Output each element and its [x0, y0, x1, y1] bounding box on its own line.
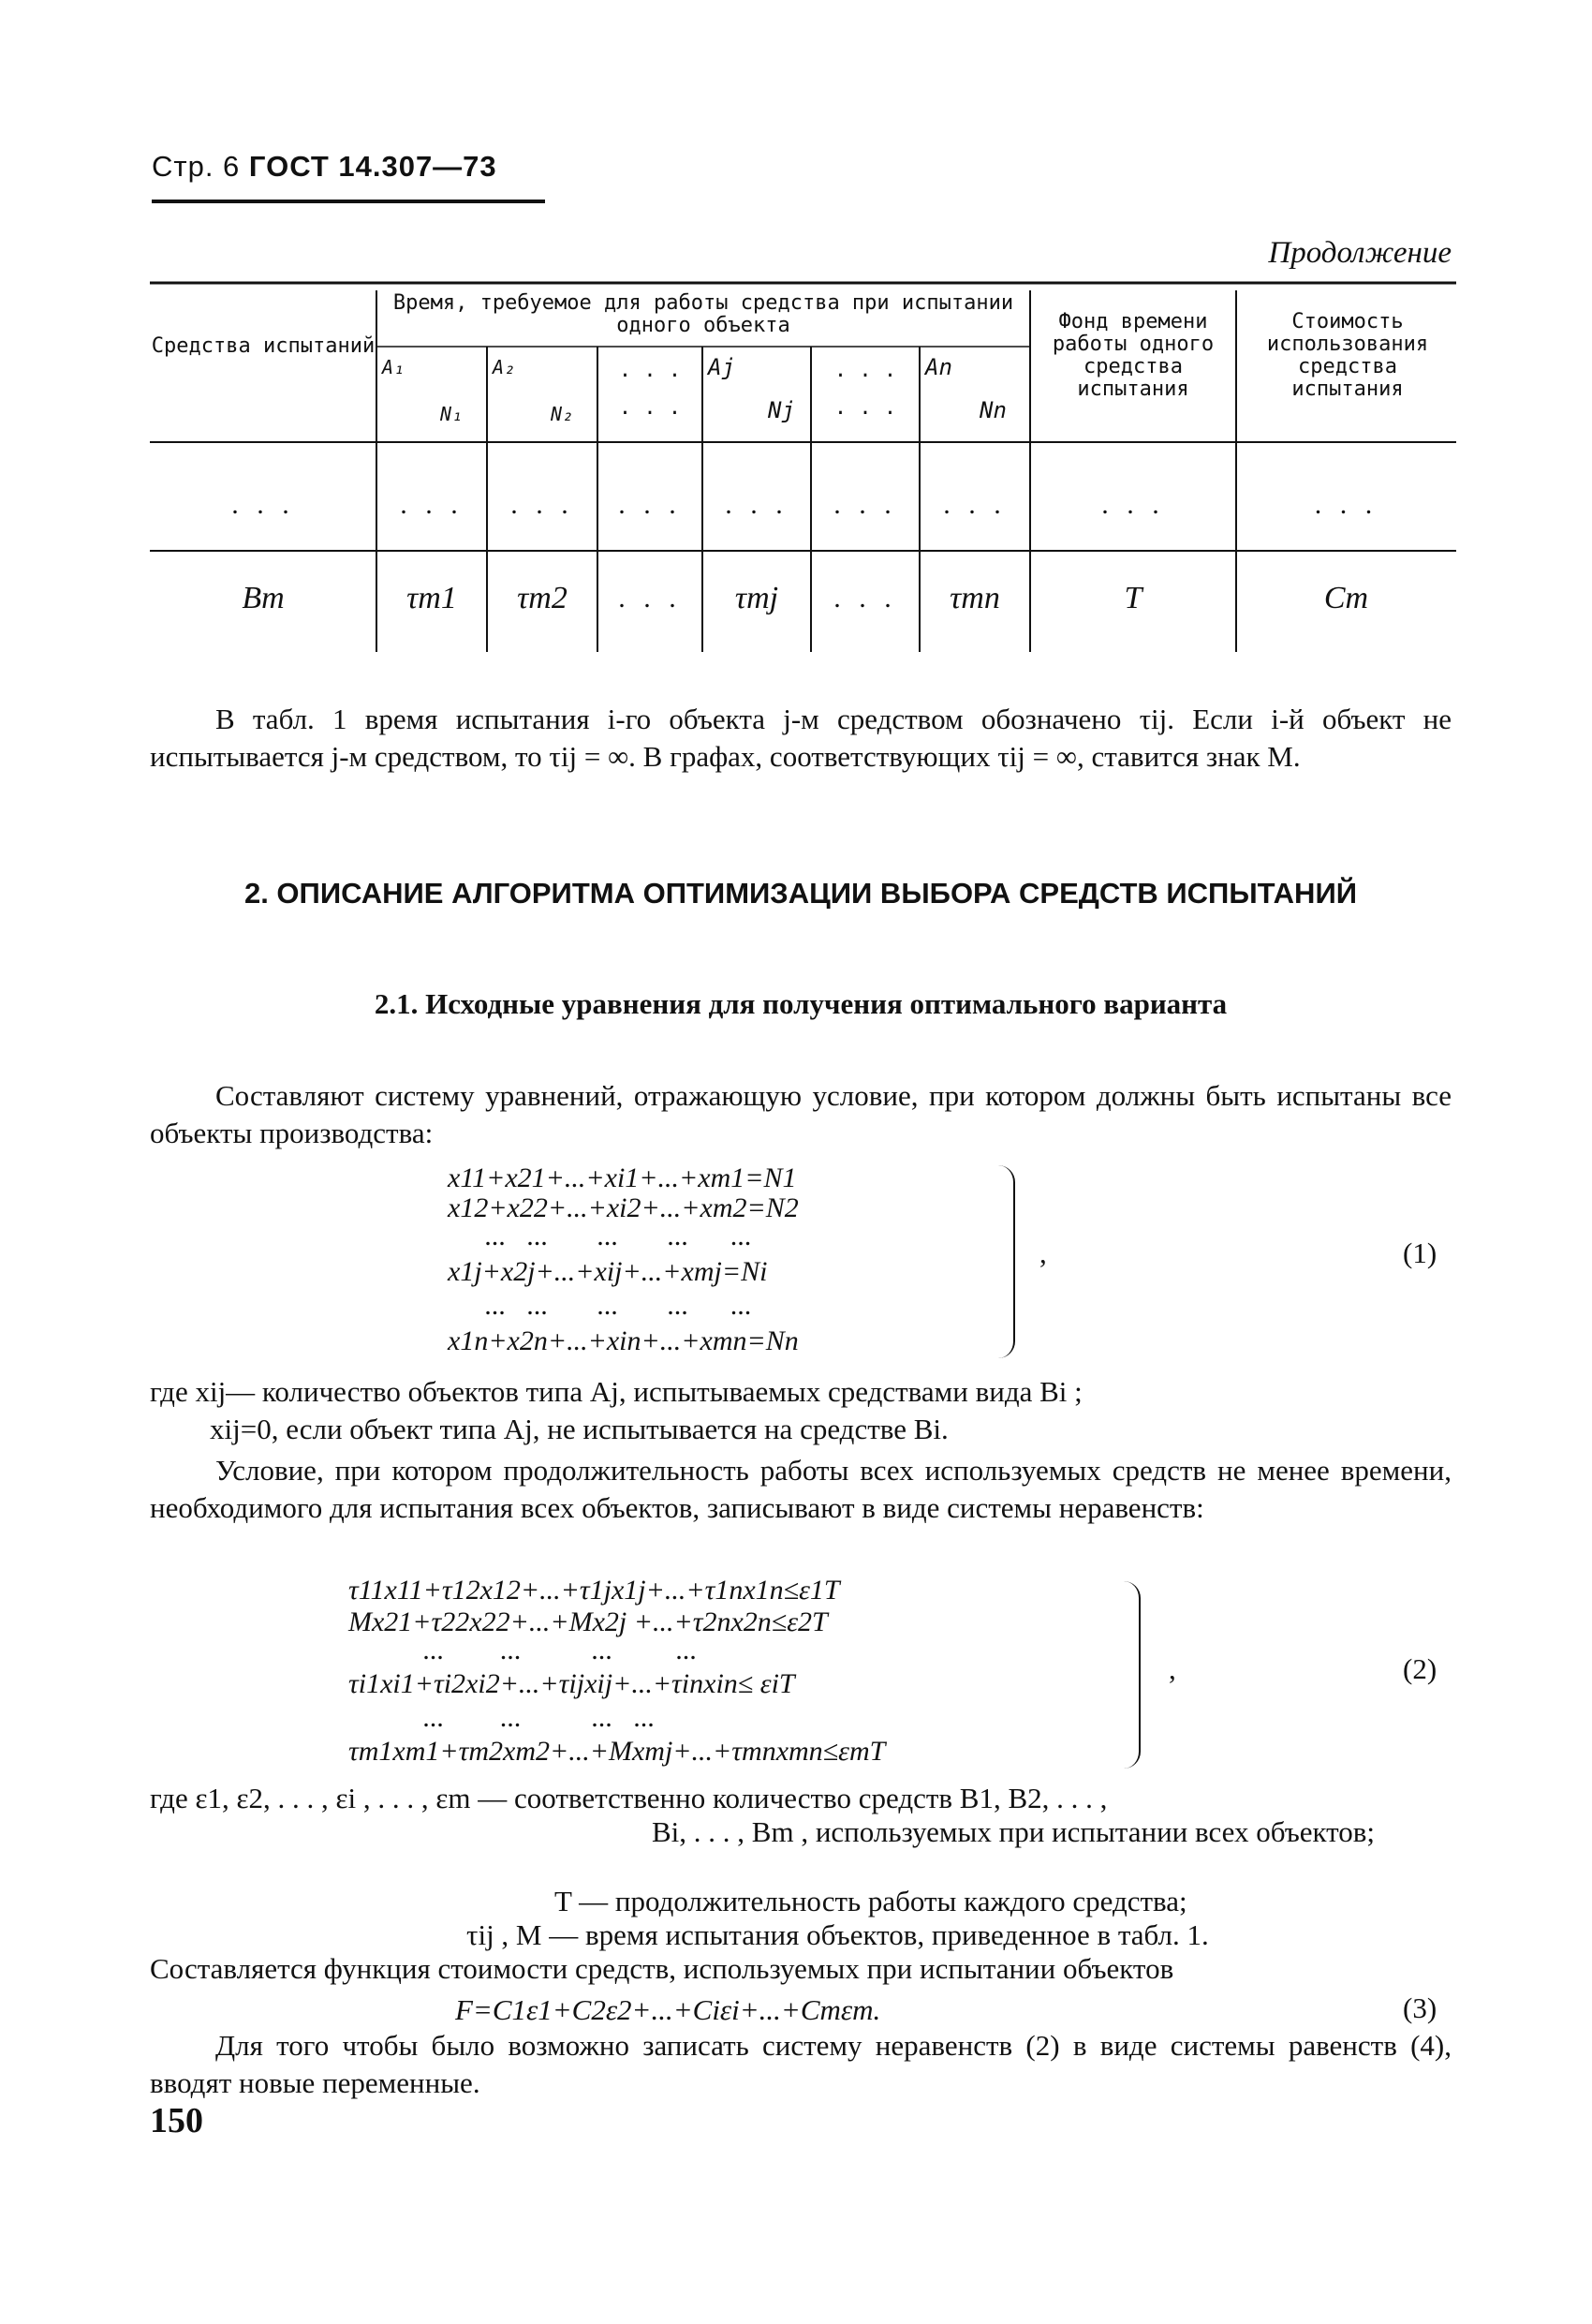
- where-clause-2a: где ε1, ε2, . . . , εi , . . . , εm — соответственно количество средств B1, B2, . . . ,: [150, 1782, 1108, 1814]
- header-rule: [152, 200, 545, 203]
- subsection-title: 2.1. Исходные уравнения для получения оптимального варианта: [374, 987, 1228, 1020]
- equation-number-3: (3): [1403, 1991, 1437, 2024]
- row-last-tau-mj: τmj: [734, 581, 779, 615]
- paragraph-cost-function: Составляется функция стоимости средств, используемых при испытании объектов: [150, 1952, 1174, 1985]
- brace-system-1: [993, 1165, 1015, 1358]
- where-clause-1b: xij=0, если объект типа Aj, не испытывается на средстве Bi.: [210, 1413, 949, 1445]
- row-dots-cell: . . .: [725, 489, 789, 520]
- equation-line: ... ... ... ... ...: [485, 1290, 752, 1321]
- continuation-label: Продолжение: [1268, 236, 1452, 270]
- subheader-dots-2a: . . .: [833, 359, 897, 382]
- where-clause-2b: Bi, . . . , Bm , используемых при испытании всех объектов;: [652, 1815, 1376, 1848]
- equation-line: x1n+x2n+...+xin+...+xmn=Nn: [448, 1325, 799, 1356]
- row-dots-cell: . . .: [231, 489, 295, 520]
- row-last-fund: T: [1124, 581, 1142, 615]
- equation-line: x12+x22+...+xi2+...+xm2=N2: [448, 1192, 799, 1223]
- standard-number: ГОСТ 14.307—73: [248, 150, 497, 183]
- where-clause-2d: τij , M — время испытания объектов, приведенное в табл. 1.: [466, 1918, 1209, 1951]
- header-cost: Стоимость использования средства испытания: [1266, 310, 1429, 401]
- row-last-tau-m2: τm2: [517, 581, 568, 615]
- paragraph-tau-definition: В табл. 1 время испытания i-го объекта j-м средством обозначено τij. Если i-й объект не испытывается j-м средством, то τij = ∞. В графах, соответствующих τij = ∞, ставится знак M.: [150, 703, 1452, 773]
- subheader-nj: Nj: [768, 397, 795, 423]
- row-dots-cell: . . .: [943, 489, 1007, 520]
- where-clause-2c: T — продолжительность работы каждого средства;: [554, 1885, 1187, 1917]
- equation-number-2: (2): [1403, 1652, 1437, 1685]
- row-dots-cell: . . .: [833, 489, 897, 520]
- header-means: Средства испытаний: [151, 334, 376, 358]
- subheader-dots-2b: . . .: [833, 396, 897, 420]
- subheader-n1: N₁: [440, 403, 464, 425]
- equation-line: x11+x21+...+xi1+...+xm1=N1: [448, 1162, 797, 1193]
- equation-3: F=C1ε1+C2ε2+...+Ciεi+...+Cmεm.: [455, 1993, 881, 2026]
- subheader-a2: A₂: [493, 356, 516, 378]
- inequality-line: τ11x11+τ12x12+...+τ1jx1j+...+τ1nx1n≤ε1T: [348, 1575, 840, 1606]
- subheader-dots-1a: . . .: [618, 359, 682, 382]
- row-last-cost: Cm: [1323, 581, 1369, 615]
- inequality-line: ... ... ... ...: [423, 1635, 698, 1665]
- row-dots-cell: . . .: [510, 489, 574, 520]
- equation-line: ... ... ... ... ...: [485, 1221, 752, 1251]
- row-last-dots: . . .: [618, 583, 682, 614]
- row-last-means: Bm: [242, 581, 285, 615]
- data-table: [150, 281, 1456, 656]
- section-title: 2. ОПИСАНИЕ АЛГОРИТМА ОПТИМИЗАЦИИ ВЫБОРА СРЕДСТВ ИСПЫТАНИЙ: [243, 877, 1358, 910]
- inequality-line: Mx21+τ22x22+...+Mx2j +...+τ2nx2n≤ε2T: [348, 1606, 828, 1637]
- paragraph-system-intro: Составляют систему уравнений, отражающую условие, при котором должны быть испытаны все объекты производства:: [150, 1079, 1452, 1149]
- row-dots-cell: . . .: [400, 489, 464, 520]
- row-dots-cell: . . .: [618, 489, 682, 520]
- subheader-a1: A₁: [382, 356, 405, 378]
- header-fund: Фонд времени работы одного средства испытания: [1052, 310, 1215, 401]
- equation-line: x1j+x2j+...+xij+...+xmj=Ni: [448, 1256, 768, 1287]
- page-label: Стр. 6: [152, 150, 241, 183]
- paragraph-inequality-intro: Условие, при котором продолжительность работы всех используемых средств не менее времени, необходимого для испытания всех объектов, записывают в виде системы неравенств:: [150, 1454, 1452, 1524]
- where-clause-1a: где xij— количество объектов типа Aj, испытываемых средствами вида Bi ;: [150, 1375, 1083, 1408]
- row-last-tau-m1: τm1: [406, 581, 457, 615]
- subheader-dots-1b: . . .: [618, 396, 682, 420]
- subheader-n2: N₂: [551, 403, 574, 425]
- inequality-line: ... ... ... ...: [423, 1702, 656, 1733]
- inequality-line: τm1xm1+τm2xm2+...+Mxmj+...+τmnxmn≤εmT: [348, 1736, 886, 1767]
- page-header: [152, 150, 497, 184]
- comma: ,: [1039, 1236, 1047, 1269]
- subheader-an: An: [925, 354, 952, 380]
- row-last-dots: . . .: [833, 583, 897, 614]
- page-number: 150: [150, 2101, 203, 2140]
- row-dots-cell: . . .: [1314, 489, 1378, 520]
- header-time-group: Время, требуемое для работы средства при испытании одного объекта: [392, 291, 1014, 337]
- paragraph-new-variables: Для того чтобы было возможно записать систему неравенств (2) в виде системы равенств (4), вводят новые переменные.: [150, 2029, 1452, 2099]
- equation-number-1: (1): [1403, 1236, 1437, 1269]
- brace-system-2: [1116, 1581, 1141, 1769]
- comma: ,: [1169, 1652, 1176, 1685]
- subheader-nn: Nn: [980, 397, 1007, 423]
- subheader-aj: Aj: [708, 354, 735, 380]
- row-dots-cell: . . .: [1101, 489, 1165, 520]
- inequality-line: τi1xi1+τi2xi2+...+τijxij+...+τinxin≤ εiT: [348, 1668, 795, 1699]
- row-last-tau-mn: τmn: [950, 581, 1000, 615]
